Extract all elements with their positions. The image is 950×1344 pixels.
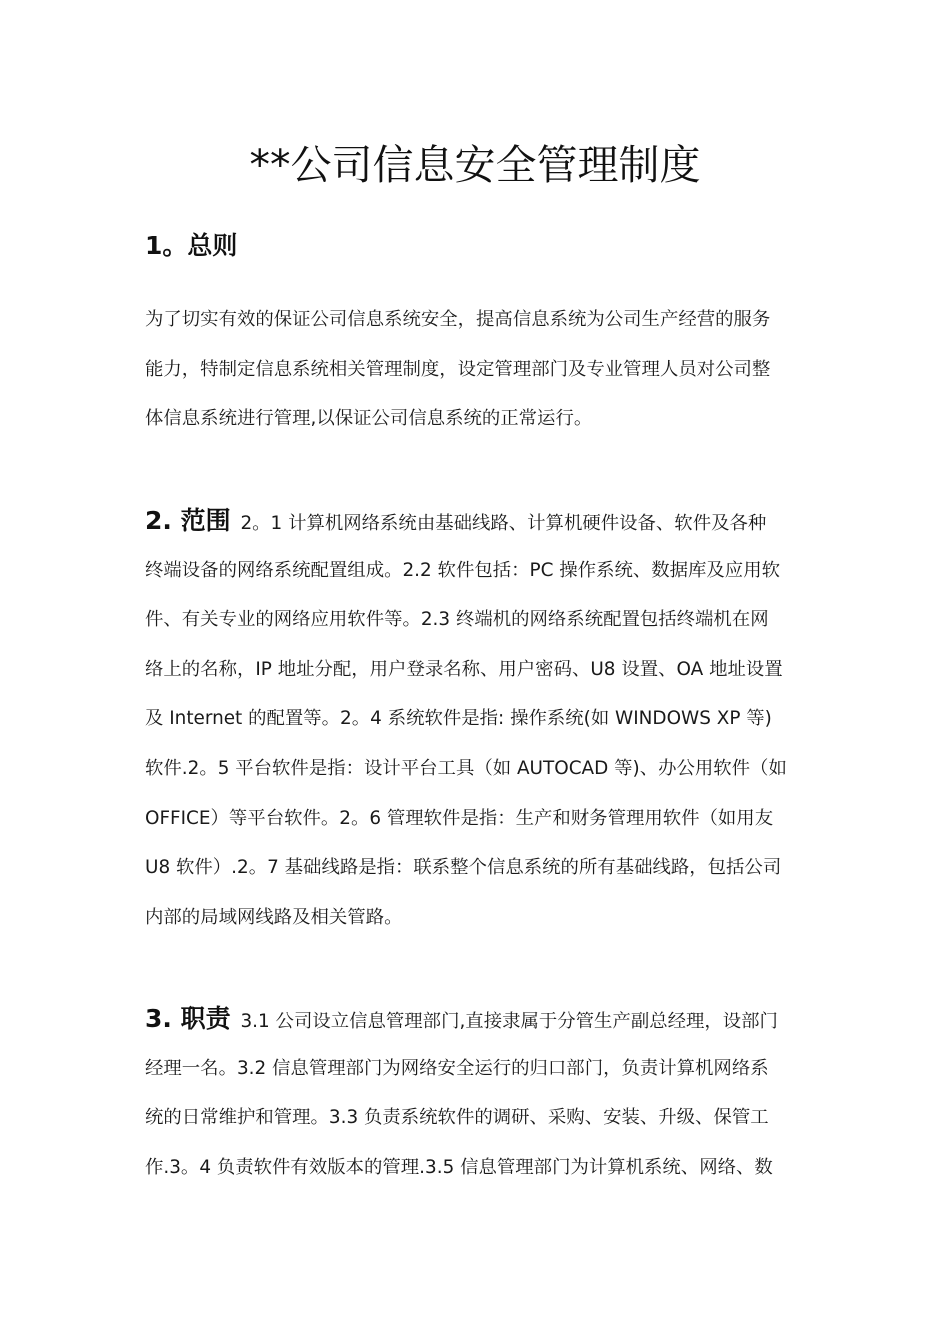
body-line-with-heading	[145, 994, 810, 1044]
section-heading-duties: 3. 职责	[145, 1004, 231, 1033]
body-line: 终端设备的网络系统配置组成。2.2 软件包括：PC 操作系统、数据库及应用软	[145, 559, 780, 581]
body-line: 经理一名。3.2 信息管理部门为网络安全运行的归口部门，负责计算机网络系	[145, 1057, 769, 1079]
body-line: U8 软件）.2。7 基础线路是指：联系整个信息系统的所有基础线路，包括公司	[145, 857, 782, 879]
body-line: 软件.2。5 平台软件是指：设计平台工具（如 AUTOCAD 等)、办公用软件（如	[145, 757, 787, 779]
body-line: 件、有关专业的网络应用软件等。2.3 终端机的网络系统配置包括终端机在网	[145, 609, 769, 631]
section-general-body	[145, 295, 810, 444]
body-line-rest: 2。1 计算机网络系统由基础线路、计算机硬件设备、软件及各种	[234, 513, 767, 534]
body-line: 为了切实有效的保证公司信息系统安全，提高信息系统为公司生产经营的服务	[145, 309, 771, 330]
section-heading-general: 1。总则	[145, 231, 238, 260]
section-duties-body	[145, 994, 810, 1192]
body-line: 及 Internet 的配置等。2。4 系统软件是指: 操作系统(如 WINDOWS XP 等)	[145, 708, 772, 730]
body-line: 统的日常维护和管理。3.3 负责系统软件的调研、采购、安装、升级、保管工	[145, 1107, 769, 1129]
body-line: 能力，特制定信息系统相关管理制度，设定管理部门及专业管理人员对公司整	[145, 358, 771, 380]
body-line-rest: 3.1 公司设立信息管理部门,直接隶属于分管生产副总经理，设部门	[234, 1011, 778, 1032]
body-line: 作.3。4 负责软件有效版本的管理.3.5 信息管理部门为计算机系统、网络、数	[145, 1156, 773, 1178]
section-heading-scope: 2. 范围	[145, 506, 231, 535]
body-line: 体信息系统进行管理,以保证公司信息系统的正常运行。	[145, 408, 593, 430]
body-line: 内部的局域网线路及相关管路。	[145, 906, 403, 928]
section-scope-body	[145, 496, 810, 942]
body-line-with-heading	[145, 496, 810, 546]
body-line: 络上的名称，IP 地址分配，用户登录名称、用户密码、U8 设置、OA 地址设置	[145, 658, 783, 680]
document-title: **公司信息安全管理制度	[249, 141, 701, 189]
body-line: OFFICE）等平台软件。2。6 管理软件是指：生产和财务管理用软件（如用友	[145, 807, 774, 829]
